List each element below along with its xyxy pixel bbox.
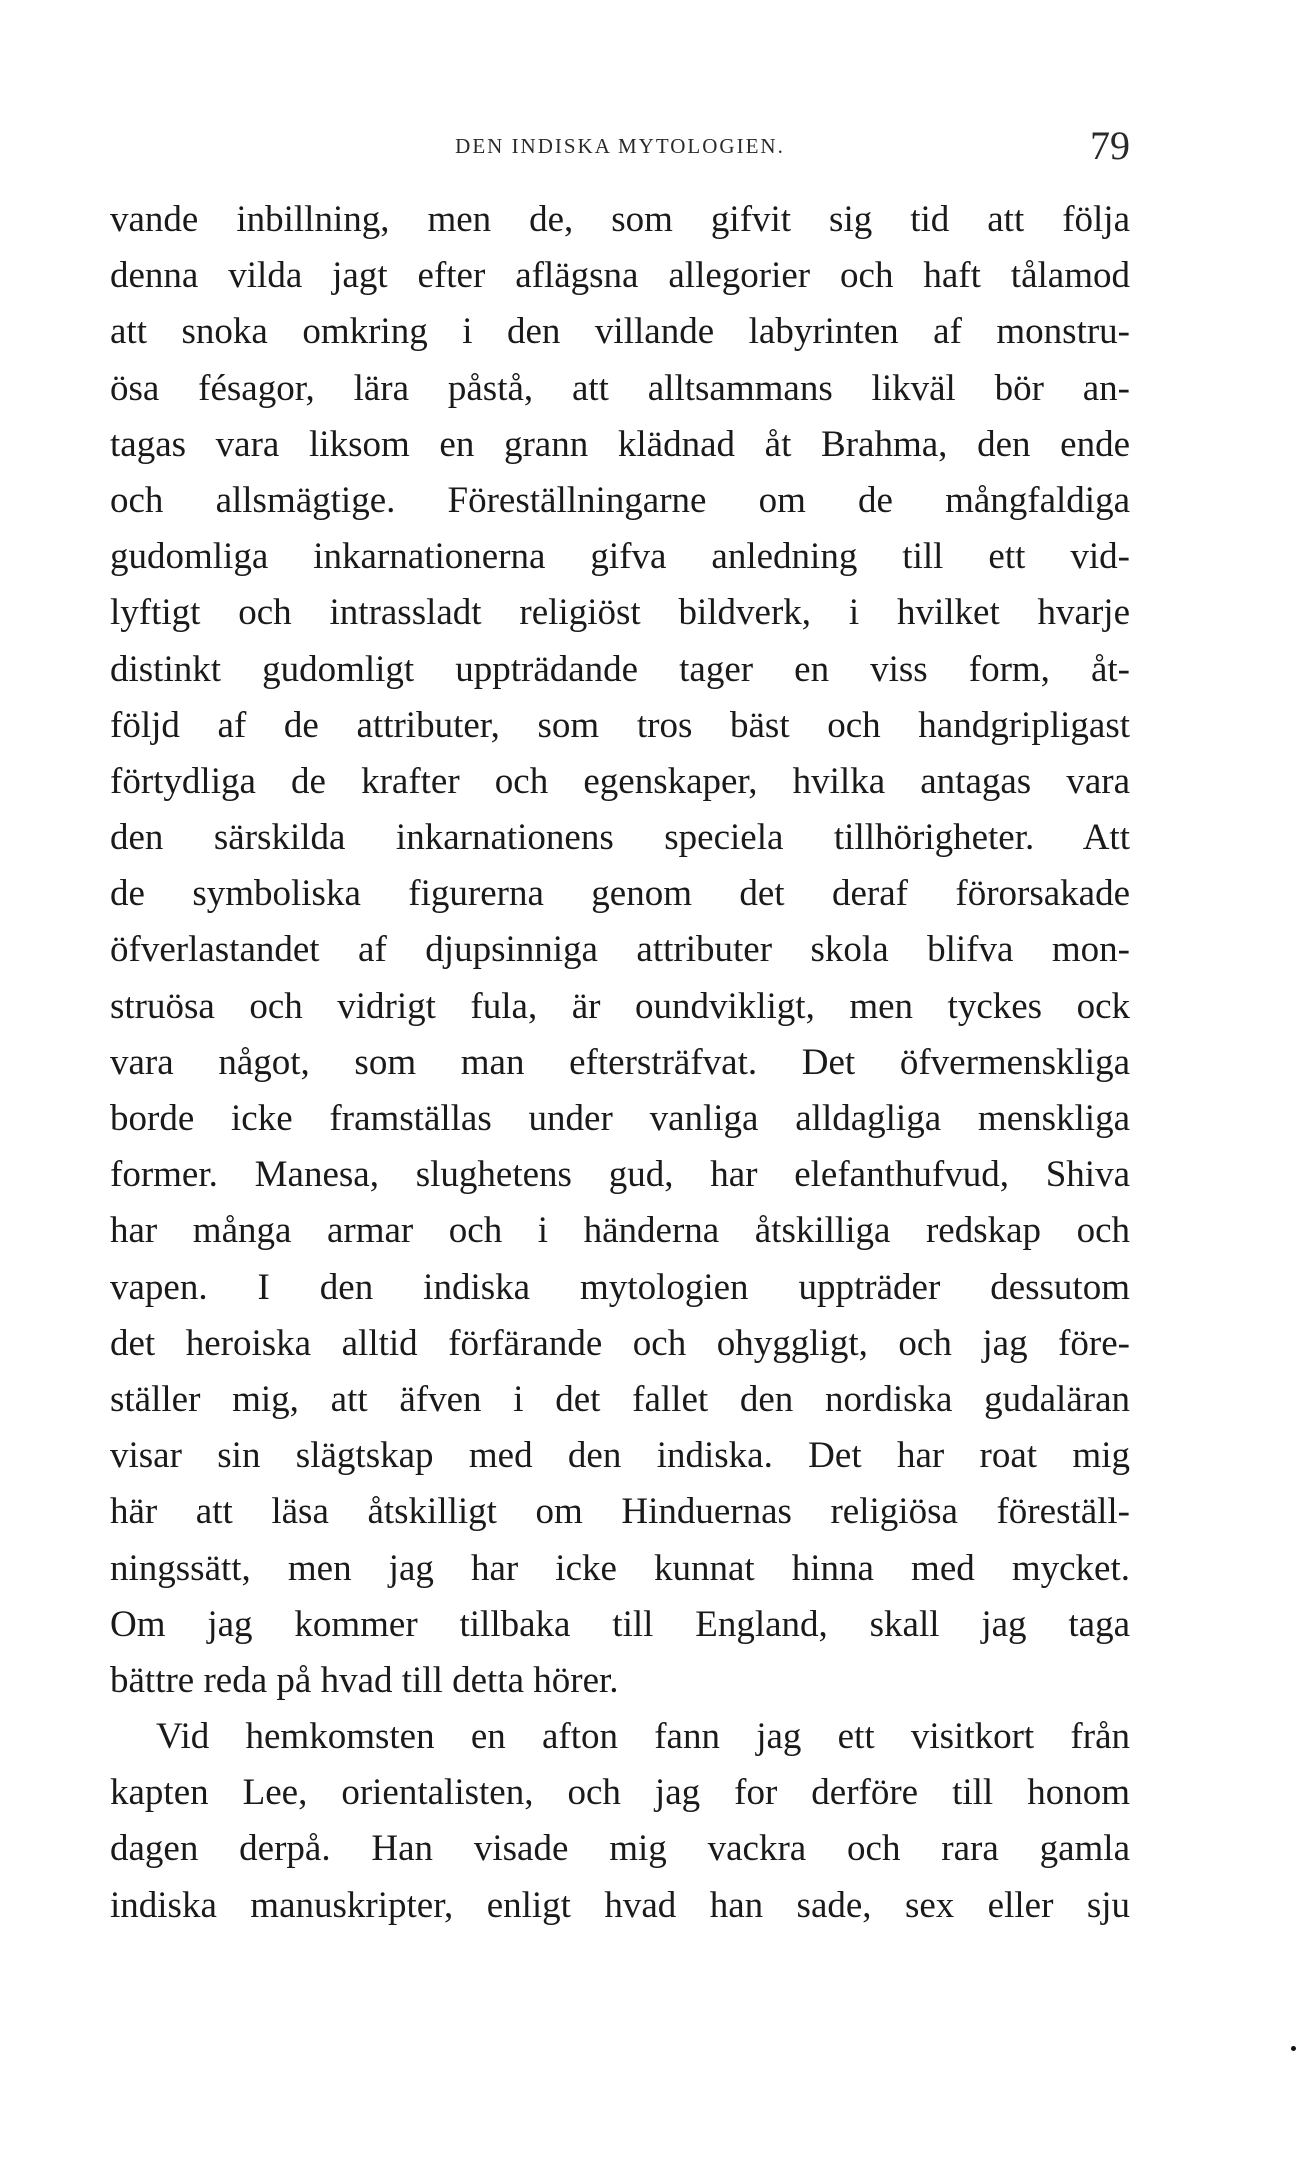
running-title: DEN INDISKA MYTOLOGIEN.: [455, 134, 785, 158]
text-line: att snoka omkring i den villande labyrinten af monstru-: [110, 311, 1130, 353]
text-line: Om jag kommer tillbaka till England, skall jag taga: [110, 1603, 1130, 1645]
text-line: det heroiska alltid förfärande och ohyggligt, och jag före-: [110, 1322, 1130, 1364]
paragraph-2: [110, 1709, 1130, 1934]
body-text: [110, 192, 1130, 1934]
text-line: vapen. I den indiska mytologien uppträder dessutom: [110, 1266, 1130, 1308]
text-line: lyftigt och intrassladt religiöst bildverk, i hvilket hvarje: [110, 592, 1130, 634]
text-line: ningssätt, men jag har icke kunnat hinna med mycket.: [110, 1547, 1130, 1589]
paragraph-1: [110, 192, 1130, 1709]
text-line: vande inbillning, men de, som gifvit sig tid att följa: [110, 199, 1130, 240]
page-number: 79: [1090, 123, 1130, 168]
text-line: kapten Lee, orientalisten, och jag for derföre till honom: [110, 1772, 1130, 1814]
text-line: öfverlastandet af djupsinniga attributer skola blifva mon-: [110, 929, 1130, 971]
text-line: gudomliga inkarnationerna gifva anledning till ett vid-: [110, 536, 1130, 578]
text-line: och allsmägtige. Föreställningarne om de mångfaldiga: [110, 479, 1130, 521]
text-line: förtydliga de krafter och egenskaper, hvilka antagas vara: [110, 760, 1130, 802]
text-line: denna vilda jagt efter aflägsna allegorier och haft tålamod: [110, 255, 1130, 297]
text-line: distinkt gudomligt uppträdande tager en viss form, åt-: [110, 648, 1130, 690]
text-line: har många armar och i händerna åtskilliga redskap och: [110, 1210, 1130, 1252]
text-line: den särskilda inkarnationens speciela tillhörigheter. Att: [110, 817, 1130, 859]
text-line: tagas vara liksom en grann klädnad åt Brahma, den ende: [110, 423, 1130, 465]
text-line: här att läsa åtskilligt om Hinduernas religiösa föreställ-: [110, 1491, 1130, 1533]
text-line: bättre reda på hvad till detta hörer.: [110, 1659, 619, 1701]
ink-speck: [1291, 2046, 1296, 2051]
running-head: [110, 123, 1130, 168]
text-line: ställer mig, att äfven i det fallet den nordiska gudaläran: [110, 1378, 1130, 1420]
text-line: indiska manuskripter, enligt hvad han sade, sex eller sju: [110, 1884, 1130, 1926]
text-line: vara något, som man eftersträfvat. Det öfvermenskliga: [110, 1041, 1130, 1083]
text-line: dagen derpå. Han visade mig vackra och rara gamla: [110, 1828, 1130, 1870]
text-line: ösa fésagor, lära påstå, att alltsammans likväl bör an-: [110, 367, 1130, 409]
text-line: visar sin slägtskap med den indiska. Det har roat mig: [110, 1435, 1130, 1477]
text-line: följd af de attributer, som tros bäst och handgripligast: [110, 704, 1130, 746]
text-line: former. Manesa, slughetens gud, har elefanthufvud, Shiva: [110, 1154, 1130, 1196]
text-line: de symboliska figurerna genom det deraf förorsakade: [110, 873, 1130, 915]
text-line: borde icke framställas under vanliga alldagliga menskliga: [110, 1098, 1130, 1139]
text-line: Vid hemkomsten en afton fann jag ett visitkort från: [156, 1716, 1130, 1758]
text-line: struösa och vidrigt fula, är oundvikligt, men tyckes ock: [110, 985, 1130, 1027]
